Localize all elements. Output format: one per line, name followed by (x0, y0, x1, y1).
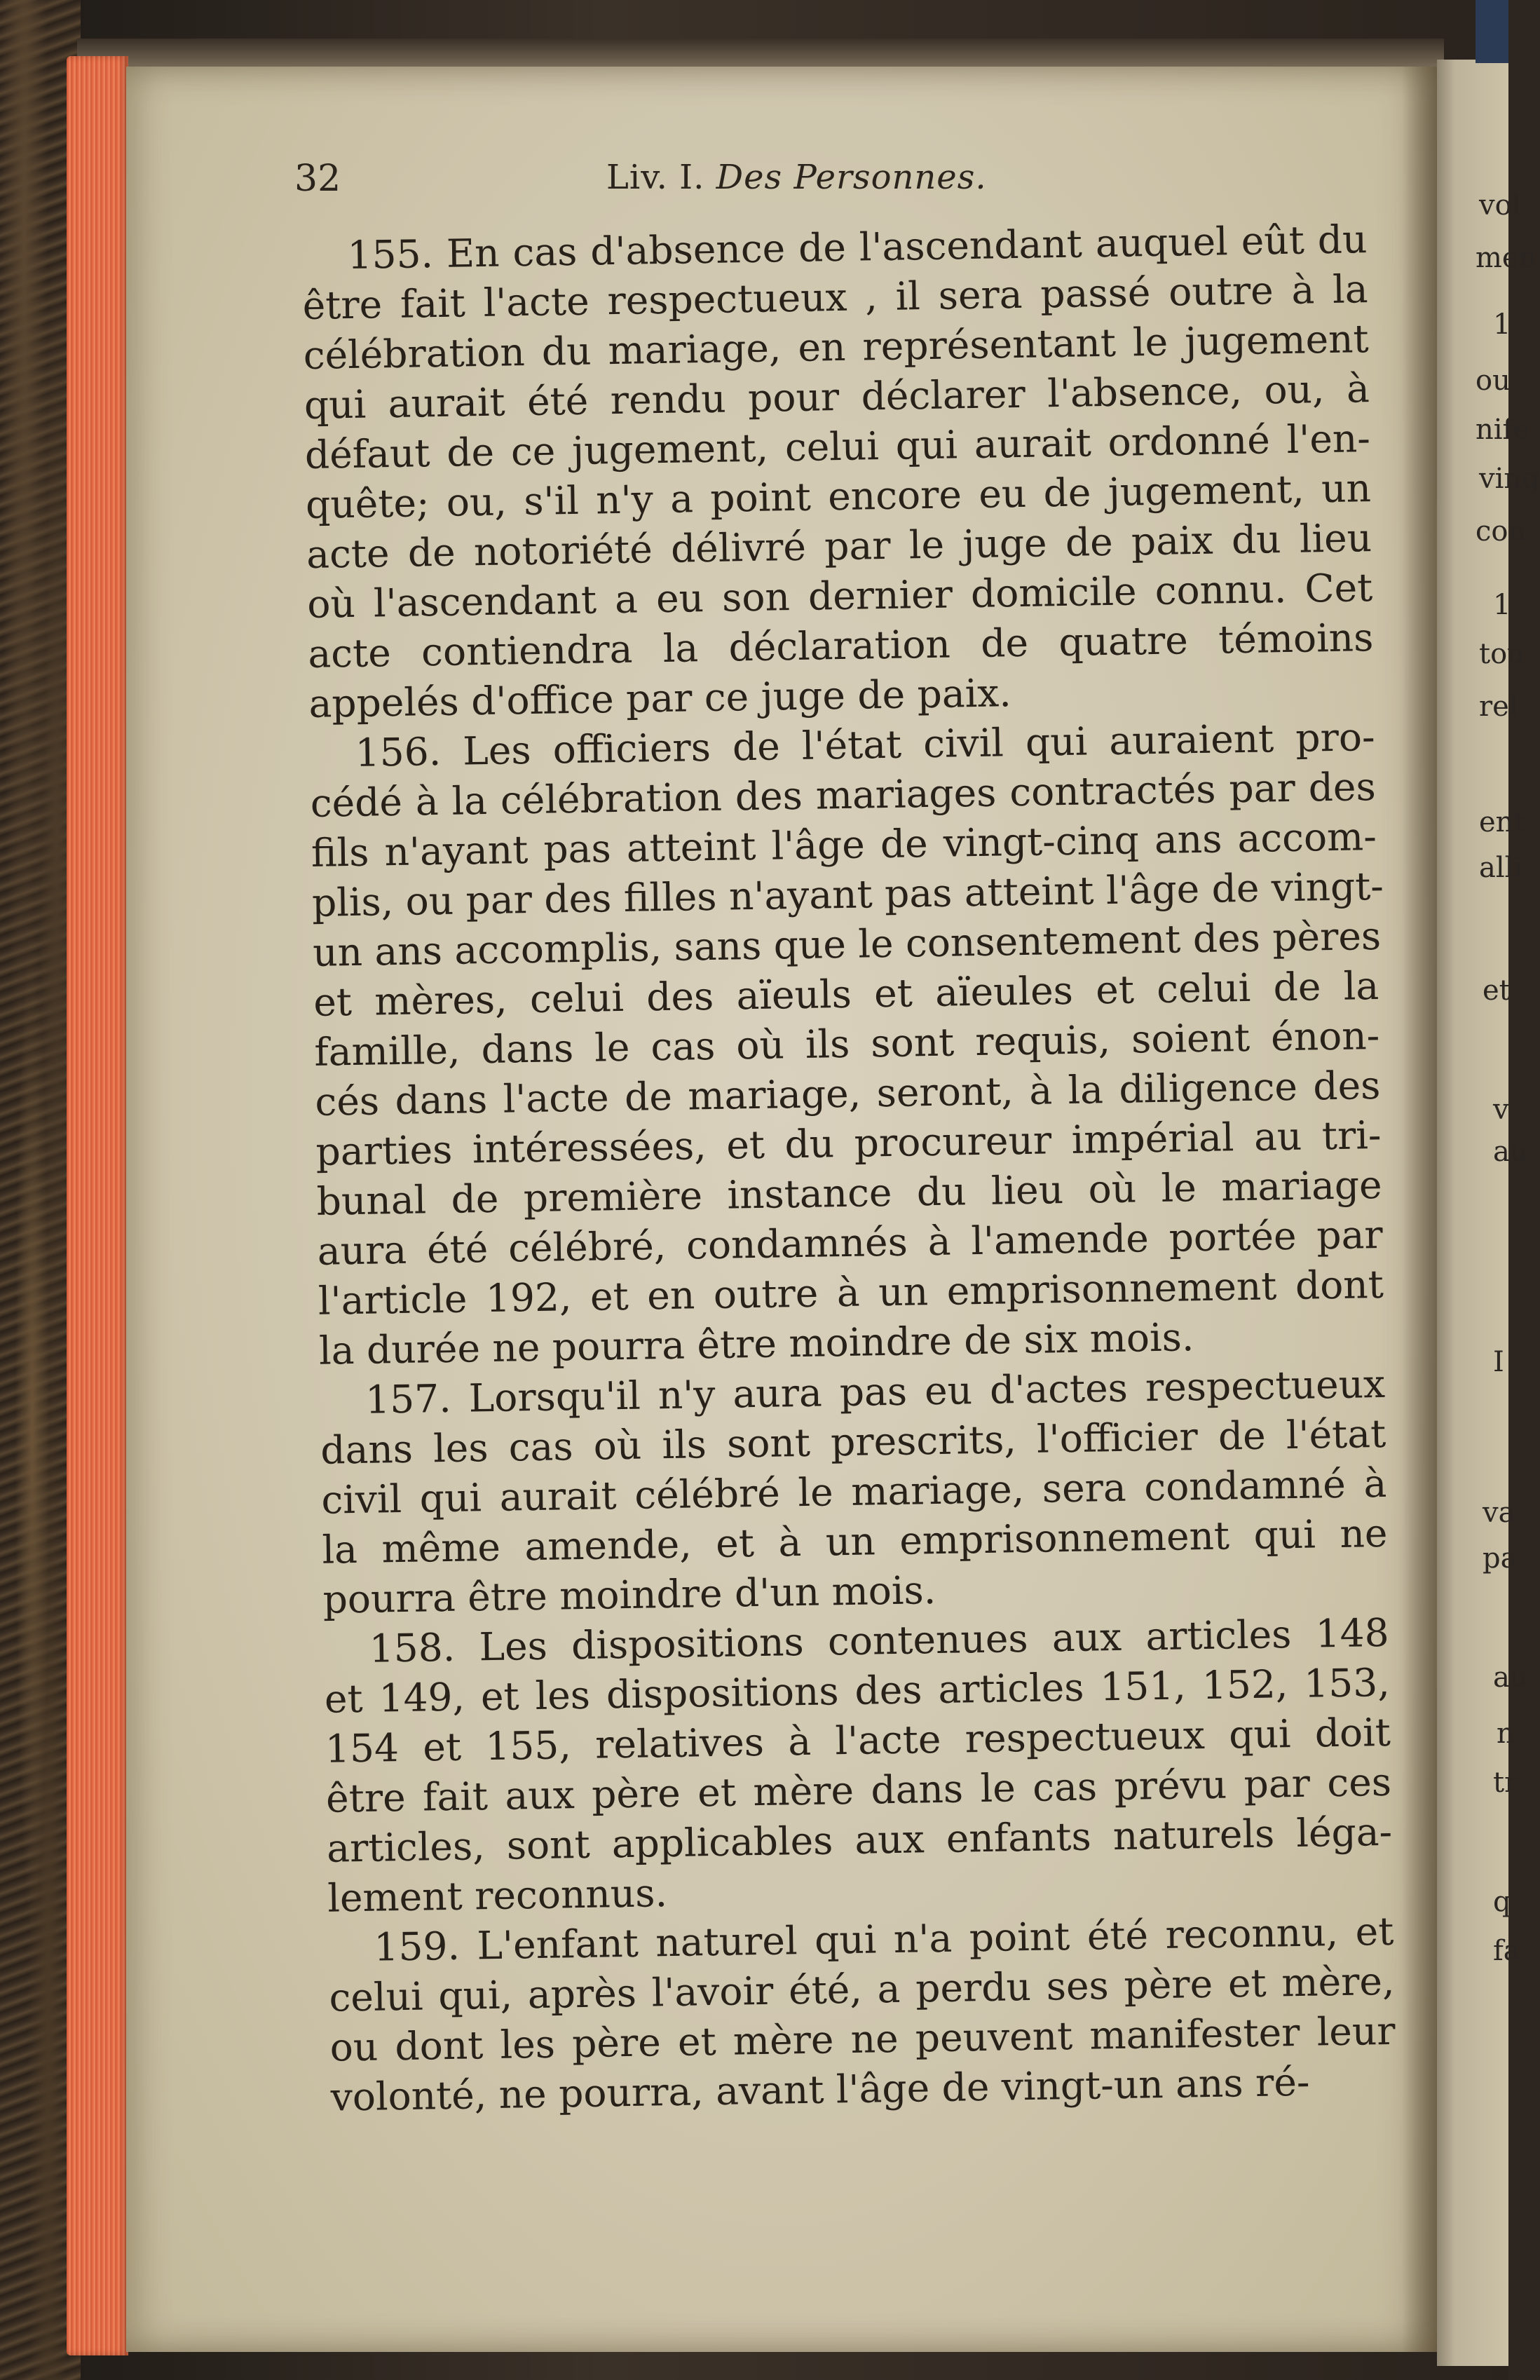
text-line: fils n'ayant pas atteint l'âge de vingt-cinq ans accom- (311, 814, 1377, 876)
text-line: un ans accomplis, sans que le consentement des pères (312, 913, 1382, 975)
text-line: la même amende, et à un emprisonnement qui ne (322, 1510, 1388, 1572)
text-line: volonté, ne pourra, avant l'âge de vingt-un ans ré- (330, 2059, 1310, 2120)
running-title (606, 158, 987, 197)
text-line: dans les cas où ils sont prescrits, l'officier de l'état (320, 1410, 1386, 1473)
text-line: l'article 192, et en outre à un emprisonnement dont (318, 1261, 1384, 1324)
text-line: ou dont les père et mère ne peuvent manifester leur (329, 2008, 1396, 2070)
text-line: parties intéressées, et du procureur impérial au tri- (315, 1112, 1382, 1174)
facing-page-fragment: rel (1479, 691, 1518, 723)
text-line: qui aurait été rendu pour déclarer l'absence, ou, à (304, 366, 1370, 428)
text-line: 158. Les dispositions contenues aux articles 148 (369, 1610, 1390, 1671)
text-line: cédé à la célébration des mariages contractés par des (310, 764, 1377, 826)
text-line: être fait aux père et mère dans le cas prévu par ces (325, 1759, 1392, 1821)
text-line: appelés d'office par ce juge de paix. (308, 670, 1012, 726)
facing-page-fragment: alli (1479, 852, 1523, 884)
text-line: pourra être moindre d'un mois. (322, 1568, 936, 1622)
text-line: 157. Lorsqu'il n'y aura pas eu d'actes respectueux (364, 1361, 1386, 1422)
facing-page-fragment: I (1493, 1346, 1504, 1378)
article-paragraph (320, 1359, 1389, 1625)
text-line: où l'ascendant a eu son dernier domicile connu. Cet (306, 565, 1373, 627)
text-line: la durée ne pourra être moindre de six mois. (318, 1314, 1194, 1373)
article-paragraph (301, 215, 1375, 729)
text-line: 156. Les officiers de l'état civil qui auraient pro- (355, 714, 1376, 775)
text-line: acte de notoriété délivré par le juge de paix du lieu (306, 515, 1372, 577)
text-line: 155. En cas d'absence de l'ascendant auquel eût du (347, 217, 1368, 278)
facing-page-fragment: pa (1483, 1542, 1518, 1575)
facing-page-fragment: ou (1476, 365, 1511, 397)
text-line: 159. L'enfant naturel qui n'a point été reconnu, et (373, 1908, 1394, 1970)
facing-page-fragment: vol (1479, 189, 1521, 222)
facing-page-fragment: ving (1479, 463, 1540, 495)
facing-page-fragment: 1 (1493, 308, 1511, 341)
text-line: articles, sont applicables aux enfants naturels léga- (326, 1809, 1393, 1871)
facing-page (1437, 60, 1508, 2366)
text-line: et 149, et les dispositions des articles 151, 152, 153, (324, 1659, 1391, 1722)
text-line: être fait l'acte respectueux , il sera passé outre à la (302, 266, 1368, 328)
text-line: civil qui aurait célébré le mariage, sera condamné à (320, 1460, 1387, 1523)
page-number: 32 (294, 158, 341, 200)
blue-cover-corner (1476, 0, 1508, 63)
page-gutter (1402, 67, 1437, 2352)
article-paragraph (323, 1608, 1394, 1924)
text-line: célébration du mariage, en représentant le jugement (303, 316, 1370, 378)
text-line: cés dans l'acte de mariage, seront, à la diligence des (315, 1062, 1381, 1124)
text-line: bunal de première instance du lieu où le mariage (316, 1162, 1383, 1224)
text-line: 154 et 155, relatives à l'acte respectueux qui doit (325, 1709, 1391, 1772)
facing-page-fragment: men (1476, 242, 1537, 274)
article-paragraph (328, 1907, 1396, 2123)
facing-page-fragment: au (1493, 1661, 1528, 1694)
text-line: famille, dans le cas où ils sont requis, soient énon- (313, 1012, 1380, 1075)
facing-page-fragment: fa (1493, 1935, 1520, 1967)
text-line: acte contiendra la déclaration de quatre témoins (307, 615, 1374, 676)
facing-page-fragment: nife (1476, 414, 1530, 446)
facing-page-fragment: n (1497, 1718, 1515, 1750)
text-line: défaut de ce jugement, celui qui aurait ordonné l'en- (304, 416, 1371, 477)
facing-page-fragment: ent (1479, 806, 1525, 838)
text-line: et mères, celui des aïeuls et aïeules et celui de la (313, 963, 1379, 1025)
facing-page-fragment: con (1476, 515, 1527, 548)
facing-page-fragment: tr (1493, 1767, 1518, 1799)
book-number: Liv. I. (606, 158, 705, 197)
text-line: quête; ou, s'il n'y a point encore eu de jugement, un (305, 465, 1372, 527)
facing-page-fragment: au (1493, 1136, 1528, 1168)
running-header (294, 158, 1346, 214)
facing-page-fragment: tou (1479, 638, 1525, 670)
text-line: lement reconnus. (327, 1870, 668, 1921)
facing-page-fragment: q (1493, 1886, 1511, 1918)
facing-page-fragment: et (1483, 974, 1511, 1007)
facing-page-fragment: va (1483, 1497, 1515, 1529)
section-title: Des Personnes. (716, 158, 987, 197)
text-line: celui qui, après l'avoir été, a perdu ses père et mère, (329, 1958, 1395, 2020)
article-paragraph (309, 712, 1384, 1376)
body-text (301, 215, 1396, 2123)
facing-page-fragment: 1 (1493, 589, 1511, 621)
facing-page-fragment: v (1493, 1094, 1509, 1126)
red-page-edges (67, 56, 128, 2355)
text-line: plis, ou par des filles n'ayant pas atteint l'âge de vingt- (311, 863, 1384, 925)
text-line: aura été célébré, condamnés à l'amende portée par (317, 1211, 1384, 1274)
